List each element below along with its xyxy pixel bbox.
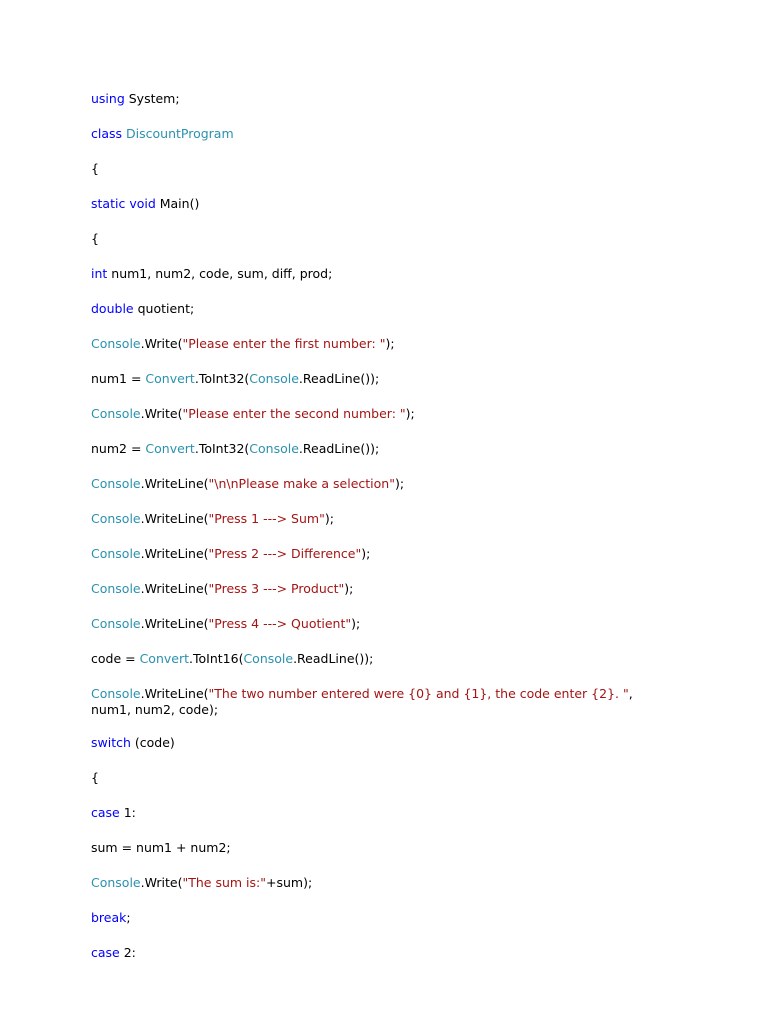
code-token: ); (405, 406, 415, 421)
code-token: .Write( (140, 875, 183, 890)
code-line (91, 231, 691, 249)
code-line (91, 910, 691, 928)
keyword-token: case (91, 945, 120, 960)
keyword-token: using (91, 91, 125, 106)
code-line (91, 511, 691, 529)
code-token: ); (361, 546, 371, 561)
code-line (91, 406, 691, 424)
type-token: Convert (139, 651, 190, 666)
code-line (91, 616, 691, 634)
code-token: .ReadLine()); (298, 441, 380, 456)
code-token: ); (344, 581, 354, 596)
code-line (91, 336, 691, 354)
code-token: , num1, num2, code); (91, 686, 633, 717)
type-token: Console (91, 581, 141, 596)
code-line (91, 126, 691, 144)
code-token: num1, num2, code, sum, diff, prod; (107, 266, 333, 281)
type-token: Console (249, 371, 299, 386)
code-token: .ToInt32( (194, 371, 250, 386)
type-token: Console (91, 511, 141, 526)
string-token: "The sum is:" (182, 875, 266, 890)
code-line (91, 805, 691, 823)
code-token: { (91, 161, 99, 176)
code-token: ); (351, 616, 361, 631)
code-token: 2: (119, 945, 136, 960)
code-line (91, 945, 691, 963)
code-token: System; (124, 91, 180, 106)
code-token: .ReadLine()); (298, 371, 380, 386)
code-token: .WriteLine( (140, 686, 209, 701)
code-line (91, 161, 691, 179)
keyword-token: class (91, 126, 123, 141)
type-token: Console (91, 546, 141, 561)
code-listing (91, 91, 691, 980)
type-token: Console (243, 651, 294, 666)
string-token: "Press 1 ---> Sum" (208, 511, 325, 526)
code-line (91, 840, 691, 858)
code-token: quotient; (133, 301, 195, 316)
code-line (91, 770, 691, 788)
code-line (91, 581, 691, 599)
keyword-token: break (91, 910, 127, 925)
string-token: "Press 2 ---> Difference" (208, 546, 362, 561)
code-token: num1 = (91, 371, 146, 386)
string-token: "\n\nPlease make a selection" (208, 476, 395, 491)
code-token: { (91, 231, 99, 246)
code-line (91, 735, 691, 753)
type-token: DiscountProgram (126, 126, 234, 141)
code-line (91, 266, 691, 284)
type-token: Console (91, 336, 141, 351)
string-token: "Press 3 ---> Product" (208, 581, 345, 596)
code-token: ); (385, 336, 395, 351)
code-line (91, 91, 691, 109)
code-token: (code) (130, 735, 175, 750)
keyword-token: switch (91, 735, 131, 750)
code-token: sum = num1 + num2; (91, 840, 231, 855)
code-token: .WriteLine( (140, 476, 209, 491)
code-token: .Write( (140, 336, 183, 351)
code-line (91, 476, 691, 494)
code-token: Main() (155, 196, 200, 211)
code-token: +sum); (266, 875, 313, 890)
string-token: "Please enter the first number: " (182, 336, 386, 351)
code-token: { (91, 770, 99, 785)
code-token: .WriteLine( (140, 546, 209, 561)
code-line (91, 301, 691, 319)
type-token: Convert (145, 441, 195, 456)
string-token: "Press 4 ---> Quotient" (208, 616, 352, 631)
code-line (91, 686, 691, 718)
code-line (91, 196, 691, 214)
code-line (91, 651, 691, 669)
keyword-token: void (129, 196, 156, 211)
code-token: .WriteLine( (140, 511, 209, 526)
code-token: ; (126, 910, 131, 925)
type-token: Console (91, 686, 141, 701)
code-token: ); (394, 476, 405, 491)
keyword-token: int (91, 266, 108, 281)
type-token: Console (91, 875, 141, 890)
code-line (91, 371, 691, 389)
string-token: "The two number entered were {0} and {1}, the code enter {2}. " (208, 686, 629, 701)
code-token: .ReadLine()); (293, 651, 374, 666)
type-token: Console (91, 476, 141, 491)
code-line (91, 875, 691, 893)
code-token: .WriteLine( (140, 581, 209, 596)
keyword-token: static (91, 196, 126, 211)
type-token: Console (91, 616, 141, 631)
type-token: Console (249, 441, 299, 456)
type-token: Console (91, 406, 141, 421)
keyword-token: case (91, 805, 120, 820)
code-line (91, 546, 691, 564)
code-token: num2 = (91, 441, 146, 456)
code-token: .ToInt16( (189, 651, 244, 666)
code-token: .ToInt32( (194, 441, 250, 456)
code-line (91, 441, 691, 459)
string-token: "Please enter the second number: " (182, 406, 406, 421)
code-token: code = (91, 651, 140, 666)
code-token: ); (324, 511, 334, 526)
type-token: Convert (145, 371, 195, 386)
code-token: .WriteLine( (140, 616, 209, 631)
code-token: .Write( (140, 406, 183, 421)
code-token: 1: (119, 805, 136, 820)
keyword-token: double (91, 301, 134, 316)
